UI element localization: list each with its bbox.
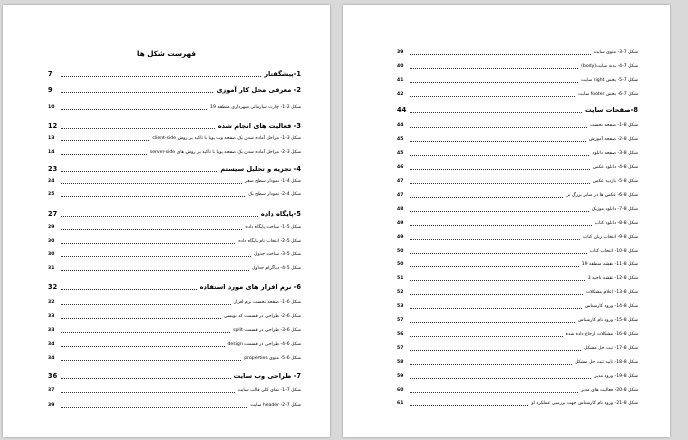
toc-entry-label: شکل 7-4- بدنه سایت(body) bbox=[581, 64, 638, 70]
toc-section-entry bbox=[48, 85, 301, 94]
toc-page-number: 52 bbox=[397, 290, 404, 296]
toc-entry-label: شکل 3-1- مراحل آماده شدن یک صفحه وب پویا با تاکید بر روش client-side bbox=[152, 136, 301, 142]
dot-leader bbox=[410, 211, 589, 212]
toc-entry-label: 4- تجزیه و تحلیل سیستم bbox=[220, 165, 301, 174]
dot-leader bbox=[410, 392, 578, 393]
toc-entry-label: شکل 8-15- ورود نام کارشناس bbox=[577, 318, 638, 324]
toc-entry-label: شکل 7-6- بخش footer سایت bbox=[578, 92, 638, 98]
toc-figure-entry bbox=[397, 315, 638, 324]
dot-leader bbox=[410, 350, 581, 351]
dot-leader bbox=[410, 253, 587, 254]
toc-page-number: 23 bbox=[48, 165, 58, 174]
toc-entry-label: شکل 8-8- دانلود کتاب bbox=[594, 221, 638, 227]
toc-section-entry bbox=[48, 164, 301, 173]
dot-leader bbox=[410, 225, 592, 226]
toc-entry-label: شکل 8-13- اعلام مشکلات bbox=[585, 290, 638, 296]
dot-leader bbox=[61, 407, 247, 408]
dot-leader bbox=[61, 128, 215, 129]
left-page bbox=[3, 5, 330, 437]
dot-leader bbox=[410, 155, 589, 156]
toc-entry-label: 1-پیشگفتار bbox=[264, 70, 301, 79]
dot-leader bbox=[61, 216, 258, 217]
toc-figure-entry bbox=[397, 176, 638, 185]
dot-leader bbox=[410, 322, 575, 323]
toc-figure-entry bbox=[397, 61, 638, 70]
toc-figure-entry bbox=[48, 263, 301, 272]
toc-entry-label: شکل 6-5- منوی properties bbox=[244, 356, 301, 362]
toc-entry-label: شکل 8-6- عکس ها در سایز بزرگ تر bbox=[566, 193, 638, 199]
toc-page-number: 9 bbox=[48, 86, 53, 95]
toc-figure-entry bbox=[48, 385, 301, 394]
toc-page-number: 59 bbox=[397, 374, 404, 380]
toc-figure-entry bbox=[48, 147, 301, 156]
toc-figure-entry bbox=[397, 301, 638, 310]
toc-page-number: 56 bbox=[397, 332, 404, 338]
dot-leader bbox=[61, 304, 231, 305]
toc-section-entry bbox=[397, 105, 638, 114]
toc-page-number: 10 bbox=[48, 105, 55, 111]
toc-page-number: 34 bbox=[48, 356, 55, 362]
toc-page-number: 27 bbox=[48, 210, 58, 219]
toc-entry-label: شکل 6-3- طراحی در قسمت split bbox=[233, 328, 301, 334]
toc-entry-label: شکل 2-1- چارت سازمانی شهرداری منطقه 19 bbox=[210, 105, 301, 111]
dot-leader bbox=[61, 360, 241, 361]
dot-leader bbox=[410, 68, 578, 69]
dot-leader bbox=[410, 127, 587, 128]
dot-leader bbox=[61, 171, 217, 172]
toc-entry-label: 2- معرفی محل کار آموزی bbox=[216, 86, 301, 95]
toc-entry-label: شکل 6-1- صفحه نخست نرم افزار bbox=[233, 300, 301, 306]
toc-section-entry bbox=[48, 282, 301, 291]
toc-entry-label: شکل 8-19- ورود مدیر bbox=[594, 374, 638, 380]
toc-entry-label: شکل 6-2- طراحی در قسمت کد نویسی bbox=[223, 314, 301, 320]
toc-figure-entry bbox=[397, 120, 638, 129]
toc-figure-entry bbox=[397, 148, 638, 157]
toc-entry-label: شکل 8-14- ورود کارشناس bbox=[584, 304, 638, 310]
toc-page-number: 49 bbox=[397, 221, 404, 227]
dot-leader bbox=[61, 346, 225, 347]
toc-page-number: 7 bbox=[48, 70, 53, 79]
toc-page-number: 50 bbox=[397, 249, 404, 255]
dot-leader bbox=[410, 336, 563, 337]
dot-leader bbox=[410, 266, 579, 267]
toc-page-number: 47 bbox=[397, 193, 404, 199]
toc-page-number: 39 bbox=[397, 50, 404, 56]
dot-leader bbox=[61, 270, 249, 271]
toc-page-number: 41 bbox=[397, 78, 404, 84]
toc-entry-label: شکل 6-4- طراحی در قسمت design bbox=[227, 342, 301, 348]
toc-page-number: 53 bbox=[397, 304, 404, 310]
toc-page-number: 50 bbox=[397, 262, 404, 268]
toc-page-number: 39 bbox=[48, 403, 55, 409]
dot-leader bbox=[410, 308, 582, 309]
toc-entry-label: شکل 7-1- نمای کلی قالب سایت bbox=[237, 388, 301, 394]
toc-page-number: 37 bbox=[48, 388, 55, 394]
dot-leader bbox=[410, 294, 583, 295]
toc-page-number: 58 bbox=[397, 360, 404, 366]
toc-page-number: 29 bbox=[48, 225, 55, 231]
toc-figure-entry bbox=[397, 371, 638, 380]
toc-page-number: 46 bbox=[397, 165, 404, 171]
dot-leader bbox=[410, 54, 591, 55]
toc-entry-label: شکل 8-4- دانلود عکس bbox=[592, 165, 638, 171]
toc-page-number: 44 bbox=[397, 123, 404, 129]
toc-page-number: 32 bbox=[48, 300, 55, 306]
dot-leader bbox=[61, 256, 251, 257]
toc-figure-entry bbox=[397, 273, 638, 282]
dot-leader bbox=[410, 112, 582, 113]
toc-entry-label: شکل 7-5- بخش right سایت bbox=[581, 78, 638, 84]
toc-page-number: 44 bbox=[397, 106, 407, 115]
toc-entry-label: شکل 8-9- انتخاب زبان کتاب bbox=[582, 235, 638, 241]
dot-leader bbox=[61, 196, 245, 197]
toc-page-number: 33 bbox=[48, 328, 55, 334]
toc-figure-entry bbox=[48, 222, 301, 231]
toc-figure-entry bbox=[397, 343, 638, 352]
toc-entry-label: شکل 8-21- ورود نام کارشناس جهت بررسی عملکرد او bbox=[531, 401, 638, 407]
toc-figure-entry bbox=[48, 311, 301, 320]
dot-leader bbox=[61, 183, 242, 184]
dot-leader bbox=[61, 154, 147, 155]
toc-page-number: 48 bbox=[397, 207, 404, 213]
toc-figure-entry bbox=[48, 297, 301, 306]
toc-figure-entry bbox=[397, 232, 638, 241]
toc-figure-entry bbox=[397, 357, 638, 366]
toc-entry-label: 5-پایگاه داده bbox=[260, 210, 301, 219]
toc-entry-label: شکل 8-12- نقشه ناحیه 3 bbox=[587, 276, 638, 282]
toc-entry-label: شکل 8-20- فعالیت های مدیر bbox=[580, 388, 638, 394]
toc-entry-label: 6- نرم افزار های مورد استفاده bbox=[199, 283, 301, 292]
dot-leader bbox=[410, 183, 590, 184]
toc-section-entry bbox=[48, 69, 301, 78]
dot-leader bbox=[410, 239, 580, 240]
toc-page-number: 40 bbox=[397, 64, 404, 70]
toc-entry-label: شکل 8-10- انتخاب کتاب bbox=[589, 249, 638, 255]
toc-figure-entry bbox=[397, 134, 638, 143]
toc-figure-entry bbox=[48, 353, 301, 362]
toc-page-number: 45 bbox=[397, 137, 404, 143]
dot-leader bbox=[410, 197, 563, 198]
toc-page-number: 57 bbox=[397, 318, 404, 324]
toc-page-number: 49 bbox=[397, 235, 404, 241]
dot-leader bbox=[61, 229, 242, 230]
page-title: فهرست شکل ها bbox=[137, 49, 196, 58]
toc-entry-label: 7- طراحی وب سایت bbox=[233, 372, 301, 381]
dot-leader bbox=[410, 280, 585, 281]
toc-page-number: 61 bbox=[397, 401, 404, 407]
toc-page-number: 30 bbox=[48, 239, 55, 245]
toc-page-number: 25 bbox=[48, 192, 55, 198]
toc-entry-label: شکل 5-1- ساخت پایگاه داده bbox=[245, 225, 301, 231]
toc-entry-label: شکل 8-1- صفحه نخست bbox=[590, 123, 638, 129]
toc-figure-entry bbox=[397, 246, 638, 255]
toc-page-number: 47 bbox=[397, 179, 404, 185]
dot-leader bbox=[410, 364, 572, 365]
toc-entry-label: شکل 4-2- نمودار سطح یک bbox=[248, 192, 301, 198]
toc-figure-entry bbox=[397, 385, 638, 394]
dot-leader bbox=[61, 243, 235, 244]
toc-entry-label: شکل 8-18- تایید ثبت حل مشکل bbox=[574, 360, 638, 366]
toc-figure-entry bbox=[48, 325, 301, 334]
toc-page-number: 34 bbox=[48, 342, 55, 348]
dot-leader bbox=[410, 82, 578, 83]
toc-entry-label: 3- فعالیت های انجام شده bbox=[217, 122, 301, 131]
toc-page-number: 31 bbox=[48, 266, 55, 272]
toc-page-number: 60 bbox=[397, 388, 404, 394]
dot-leader bbox=[410, 405, 528, 406]
toc-section-entry bbox=[48, 209, 301, 218]
toc-entry-label: شکل 8-16- مشکلات ارجاع داده شده bbox=[565, 332, 638, 338]
toc-entry-label: شکل 7-3- منوی سایت bbox=[593, 50, 638, 56]
toc-page-number: 42 bbox=[397, 92, 404, 98]
toc-page-number: 33 bbox=[48, 314, 55, 320]
toc-page-number: 14 bbox=[48, 150, 55, 156]
dot-leader bbox=[61, 140, 149, 141]
toc-figure-entry bbox=[48, 236, 301, 245]
toc-entry-label: شکل 5-4- دیاگرام جداول bbox=[251, 266, 301, 272]
toc-entry-label: شکل 8-2- صفحه آموزش bbox=[588, 137, 638, 143]
toc-entry-label: شکل 4-1- نمودار سطح صفر bbox=[244, 179, 301, 185]
toc-entry-label: شکل 8-3- صفحه دانلود bbox=[592, 151, 638, 157]
toc-entry-label: شکل 7-2- header سایت bbox=[250, 403, 301, 409]
toc-page-number: 30 bbox=[48, 252, 55, 258]
dot-leader bbox=[410, 141, 586, 142]
dot-leader bbox=[61, 76, 261, 77]
toc-figure-entry bbox=[397, 329, 638, 338]
dot-leader bbox=[61, 392, 235, 393]
toc-figure-entry bbox=[48, 133, 301, 142]
dot-leader bbox=[61, 289, 197, 290]
toc-entry-label: شکل 5-3- ساخت جدول bbox=[254, 252, 301, 258]
toc-figure-entry bbox=[48, 249, 301, 258]
toc-page-number: 36 bbox=[48, 372, 58, 381]
toc-entry-label: شکل 3-2- مراحل آماده شدن یک صفحه پویا با تاکید بر روش های server-side bbox=[149, 150, 301, 156]
dot-leader bbox=[61, 332, 230, 333]
dot-leader bbox=[61, 318, 221, 319]
toc-page-number: 45 bbox=[397, 151, 404, 157]
dot-leader bbox=[61, 92, 213, 93]
toc-figure-entry bbox=[397, 162, 638, 171]
dot-leader bbox=[61, 378, 231, 379]
toc-figure-entry bbox=[48, 102, 301, 111]
toc-figure-entry bbox=[48, 189, 301, 198]
dot-leader bbox=[410, 96, 575, 97]
toc-figure-entry bbox=[397, 398, 638, 407]
toc-figure-entry bbox=[397, 75, 638, 84]
toc-page-number: 32 bbox=[48, 283, 58, 292]
toc-figure-entry bbox=[397, 204, 638, 213]
toc-figure-entry bbox=[397, 259, 638, 268]
toc-entry-label: شکل 5-2- انتخاب نام پایگاه داده bbox=[238, 239, 301, 245]
toc-figure-entry bbox=[48, 400, 301, 409]
toc-entry-label: شکل 8-5- بازدید عکس bbox=[592, 179, 638, 185]
toc-figure-entry bbox=[48, 339, 301, 348]
toc-page-number: 12 bbox=[48, 122, 58, 131]
toc-page-number: 51 bbox=[397, 276, 404, 282]
dot-leader bbox=[410, 378, 591, 379]
toc-entry-label: شکل 8-7- دانلود موزیک bbox=[591, 207, 638, 213]
toc-page-number: 57 bbox=[397, 346, 404, 352]
toc-section-entry bbox=[48, 371, 301, 380]
toc-figure-entry bbox=[397, 47, 638, 56]
toc-figure-entry bbox=[397, 287, 638, 296]
toc-page-number: 24 bbox=[48, 179, 55, 185]
dot-leader bbox=[410, 169, 590, 170]
toc-figure-entry bbox=[397, 190, 638, 199]
toc-section-entry bbox=[48, 121, 301, 130]
toc-page-number: 13 bbox=[48, 136, 55, 142]
toc-entry-label: شکل 8-17- ثبت حل مشکل bbox=[584, 346, 638, 352]
toc-figure-entry bbox=[397, 89, 638, 98]
dot-leader bbox=[61, 109, 207, 110]
right-page bbox=[343, 5, 670, 437]
toc-figure-entry bbox=[48, 176, 301, 185]
toc-figure-entry bbox=[397, 218, 638, 227]
toc-entry-label: شکل 8-11- نقشه منطقه 19 bbox=[581, 262, 638, 268]
toc-entry-label: 8-صفحات سایت bbox=[584, 106, 638, 115]
